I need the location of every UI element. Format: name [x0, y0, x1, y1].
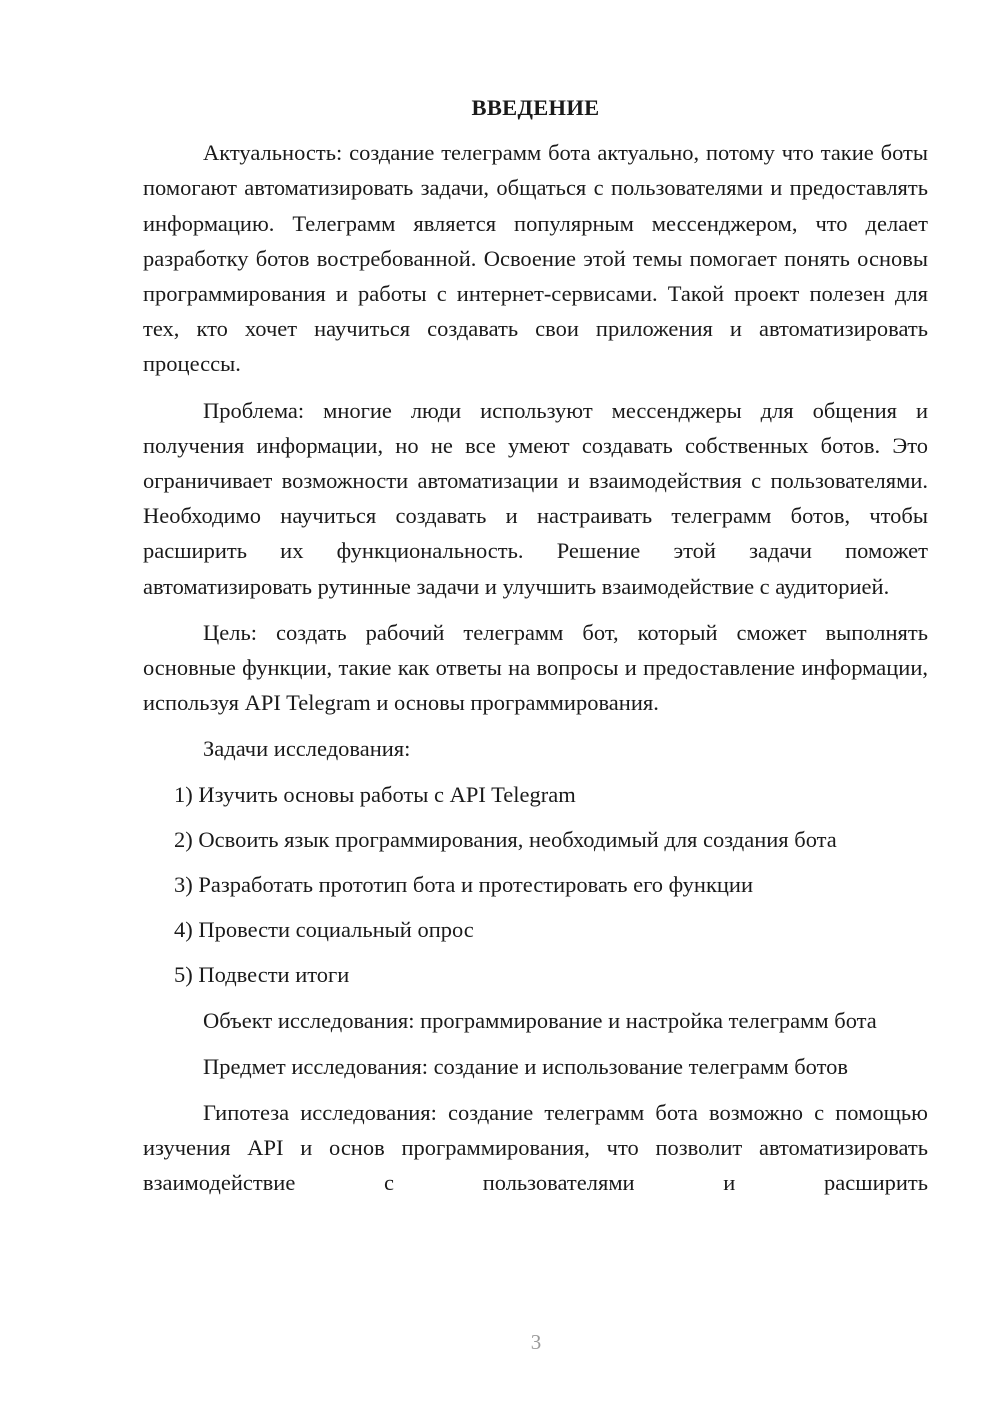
goal-paragraph: Цель: создать рабочий телеграмм бот, который сможет выполнять основные функции, такие как ответы на вопросы и предоставление информации, используя API Telegram и основы программирования. [143, 619, 928, 716]
subject-paragraph: Предмет исследования: создание и использование телеграмм ботов [203, 1053, 849, 1079]
task-item: 5) Подвести итоги [174, 962, 350, 988]
relevance-paragraph: Актуальность: создание телеграмм бота актуально, потому что такие боты помогают автоматизировать задачи, общаться с пользователями и предоставлять информацию. Телеграмм является популярным мессенджером, что делает разработку ботов востребованной. Освоение этой темы помогает понять основы программирования и работы с интернет-сервисами. Такой проект полезен для тех, кто хочет научиться создавать свои приложения и автоматизировать процессы. [143, 140, 928, 377]
tasks-list [143, 777, 928, 993]
tasks-heading: Задачи исследования: [203, 736, 411, 762]
task-item: 2) Освоить язык программирования, необходимый для создания бота [174, 826, 837, 852]
task-item: 3) Разработать прототип бота и протестировать его функции [174, 872, 754, 898]
task-item: 4) Провести социальный опрос [174, 917, 474, 943]
hypothesis-paragraph: Гипотеза исследования: создание телеграмм бота возможно с помощью изучения API и основ программирования, что позволит автоматизировать взаимодействие с пользователями и расширить [143, 1100, 928, 1196]
task-item: 1) Изучить основы работы с API Telegram [174, 781, 576, 807]
page-number: 3 [530, 1330, 542, 1354]
document-page [143, 90, 928, 1201]
problem-paragraph: Проблема: многие люди используют мессенджеры для общения и получения информации, но не все умеют создавать собственных ботов. Это ограничивает возможности автоматизации и взаимодействия с пользователями. Необходимо научиться создавать и настраивать телеграмм ботов, чтобы расширить их функциональность. Решение этой задачи поможет автоматизировать рутинные задачи и улучшить взаимодействие с аудиторией. [143, 397, 928, 599]
page-title: ВВЕДЕНИЕ [471, 95, 600, 120]
object-paragraph: Объект исследования: программирование и настройка телеграмм бота [203, 1007, 877, 1033]
